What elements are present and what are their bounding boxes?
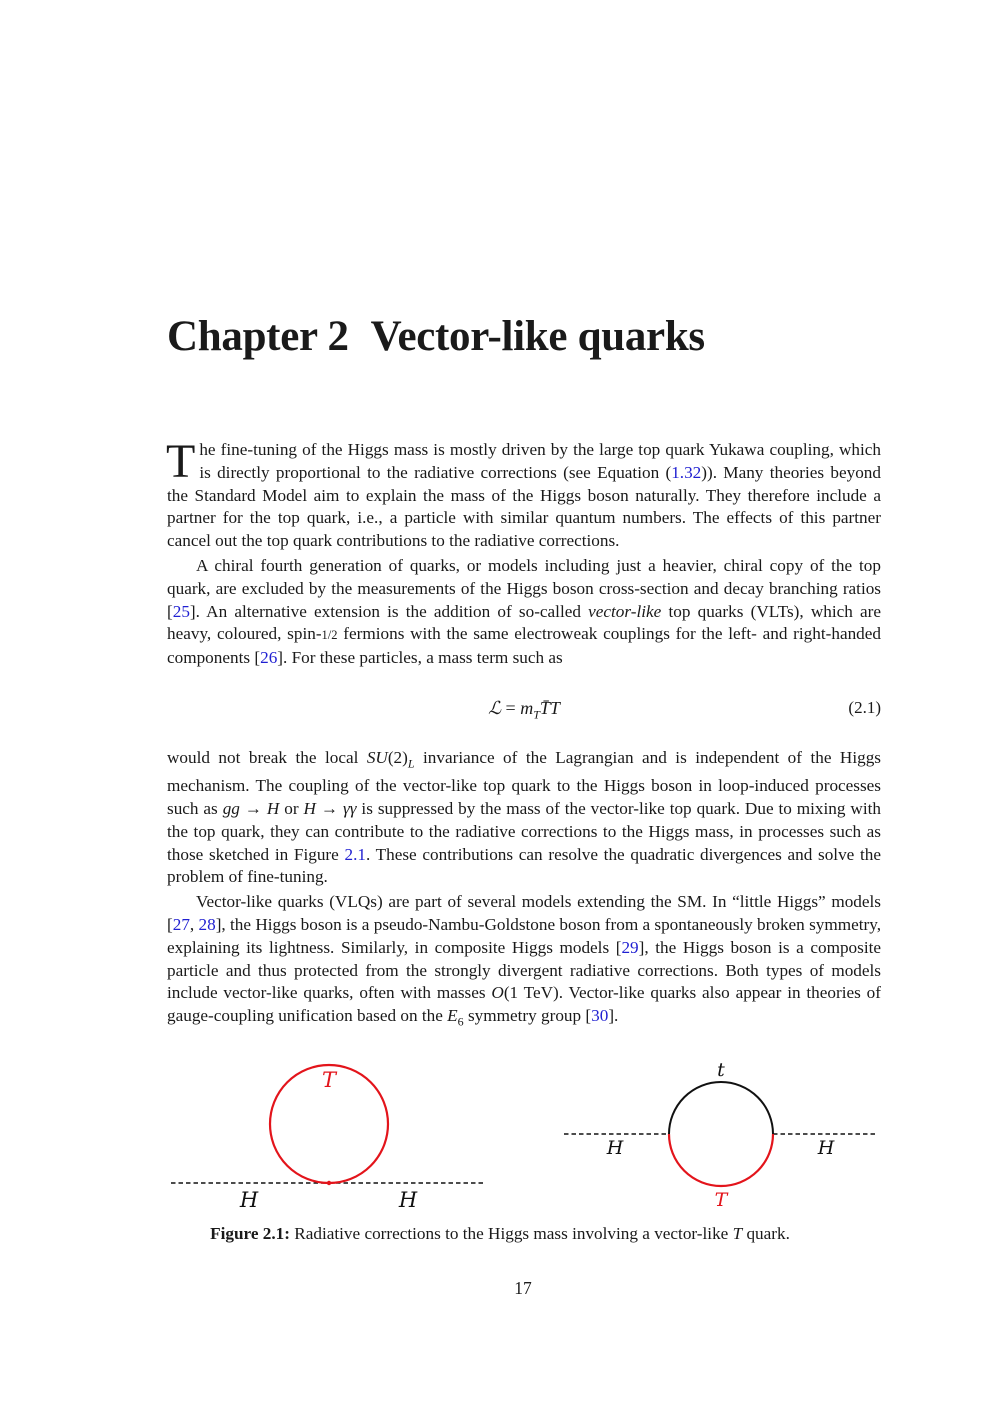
eq-lagrangian-symbol: ℒ <box>488 697 502 718</box>
citation-29-link[interactable]: 29 <box>621 937 639 957</box>
p4-sep: , <box>189 914 199 934</box>
chapter-heading <box>167 312 705 361</box>
citation-28-link[interactable]: 28 <box>198 914 216 934</box>
emphasis-vector-like: vector-like <box>588 601 662 621</box>
eq-equals: = <box>501 697 521 718</box>
citation-25-link[interactable]: 25 <box>172 601 190 621</box>
p3-text-b: invariance of the Lagrangian and is independent of the Higgs mechanism. The coupling of the vector-like top quark to the Higgs boson in loop-induced processes such as <box>167 747 881 818</box>
left-leg2-label: H <box>398 1188 418 1212</box>
p3-text-a: would not break the local <box>167 747 367 767</box>
equation-number: (2.1) <box>848 697 881 717</box>
paragraph-3 <box>167 747 881 889</box>
process-gg-h: gg → H <box>222 799 280 818</box>
eq-fields: T̄T <box>539 697 560 718</box>
p1-text-b: )). Many theories beyond the Standard Model aim to explain the mass of the Higgs boson naturally. They therefore include a partner for the top quark, i.e., a particle with similar quantum numbers. The effects of this partner cancel out the top quark contributions to the radiative corrections. <box>167 462 881 551</box>
paragraph-4 <box>167 891 881 1033</box>
su2-group: SU <box>366 747 388 767</box>
process-h-gamma-gamma: H → γγ <box>303 799 357 818</box>
right-leg1-label: H <box>606 1137 624 1159</box>
equation-ref-link[interactable]: 1.32 <box>671 462 702 482</box>
p2-text-c: top quarks (VLTs), which are heavy, coloured, spin- <box>167 601 881 644</box>
caption-label: Figure 2.1: <box>210 1224 290 1243</box>
p2-text-b: ]. An alternative extension is the addition of so-called <box>189 601 589 621</box>
left-leg1-label: H <box>239 1188 259 1212</box>
chapter-title: Vector-like quarks <box>370 313 705 360</box>
equation-2-1 <box>167 687 881 733</box>
caption-text-a: Radiative corrections to the Higgs mass involving a vector-like <box>289 1224 733 1243</box>
eq-mass: m <box>520 697 534 718</box>
drop-cap: T <box>166 435 196 488</box>
e6-group: E <box>447 1006 458 1026</box>
p4-text-c: ], the Higgs boson is a composite particle and thus protected from the strongly divergent radiative corrections. Both types of models include vector-like quarks, often with masses <box>167 937 882 1003</box>
e6-subscript: 6 <box>457 1014 464 1029</box>
p4-text-d: . Vector-like quarks also appear in theories of gauge-coupling unification based on the <box>167 983 881 1026</box>
diagram-tadpole <box>171 1065 485 1212</box>
right-leg2-label: H <box>817 1137 835 1159</box>
caption-symbol: T <box>732 1224 743 1243</box>
p4-text-e: symmetry group [ <box>463 1006 592 1026</box>
figure-ref-link[interactable]: 2.1 <box>344 844 366 864</box>
body-text <box>166 435 882 1033</box>
feynman-diagrams <box>160 1050 900 1220</box>
right-T-arc <box>669 1134 773 1186</box>
eq-mass-subscript: T <box>533 707 540 722</box>
p2-text-d: fermions with the same electroweak couplings for the left- and right-handed components [ <box>167 624 881 668</box>
right-bottom-label: T <box>714 1189 728 1211</box>
p2-text-e: ]. For these particles, a mass term such as <box>277 648 563 668</box>
su2-subscript: L <box>407 756 415 771</box>
p4-text-a: Vector-like quarks (VLQs) are part of several models extending the SM. In “little Higgs” models [ <box>167 892 881 934</box>
p2-text-a: A chiral fourth generation of quarks, or models including just a heavier, chiral copy of the top quark, are excluded by the measurements of the Higgs boson cross-section and decay branching ratios [ <box>167 555 881 621</box>
figure-2-1 <box>160 1050 900 1220</box>
su2-arg: (2) <box>387 747 408 767</box>
big-o-arg: (1 TeV) <box>503 983 559 1003</box>
left-vertex <box>327 1181 331 1185</box>
p3-text-d: is suppressed by the mass of the vector-like top quark. Due to mixing with the top quark, they can contribute to the radiative corrections to the Higgs mass, in processes such as those sketched in Figure <box>167 799 881 864</box>
citation-27-link[interactable]: 27 <box>172 914 190 934</box>
right-top-label: t <box>717 1059 725 1081</box>
page-number: 17 <box>514 1278 532 1298</box>
figure-caption <box>0 1224 1000 1244</box>
p4-text-b: ], the Higgs boson is a pseudo-Nambu-Goldstone boson from a spontaneously broken symmetry, explaining its lightness. Similarly, in composite Higgs models [ <box>167 914 881 957</box>
diagram-bubble <box>564 1059 878 1211</box>
equation-content <box>167 697 881 726</box>
p4-text-f: ]. <box>608 1006 619 1026</box>
citation-30-link[interactable]: 30 <box>591 1006 609 1026</box>
citation-26-link[interactable]: 26 <box>260 648 278 668</box>
p3-text-e: . These contributions can resolve the quadratic divergences and solve the problem of fine-tuning. <box>167 844 881 887</box>
paragraph-2 <box>167 555 881 670</box>
spin-fraction: 1/2 <box>321 628 338 643</box>
big-o: O <box>491 983 504 1003</box>
paragraph-1 <box>166 435 881 553</box>
p3-text-c: or <box>279 799 304 818</box>
right-top-arc <box>669 1082 773 1134</box>
p1-text-a: he fine-tuning of the Higgs mass is mostly driven by the large top quark Yukawa coupling, which is directly proportional to the radiative corrections (see Equation ( <box>199 440 881 482</box>
chapter-label: Chapter 2 <box>167 313 349 360</box>
caption-text-b: quark. <box>742 1224 790 1243</box>
left-loop-label: T <box>321 1068 337 1092</box>
